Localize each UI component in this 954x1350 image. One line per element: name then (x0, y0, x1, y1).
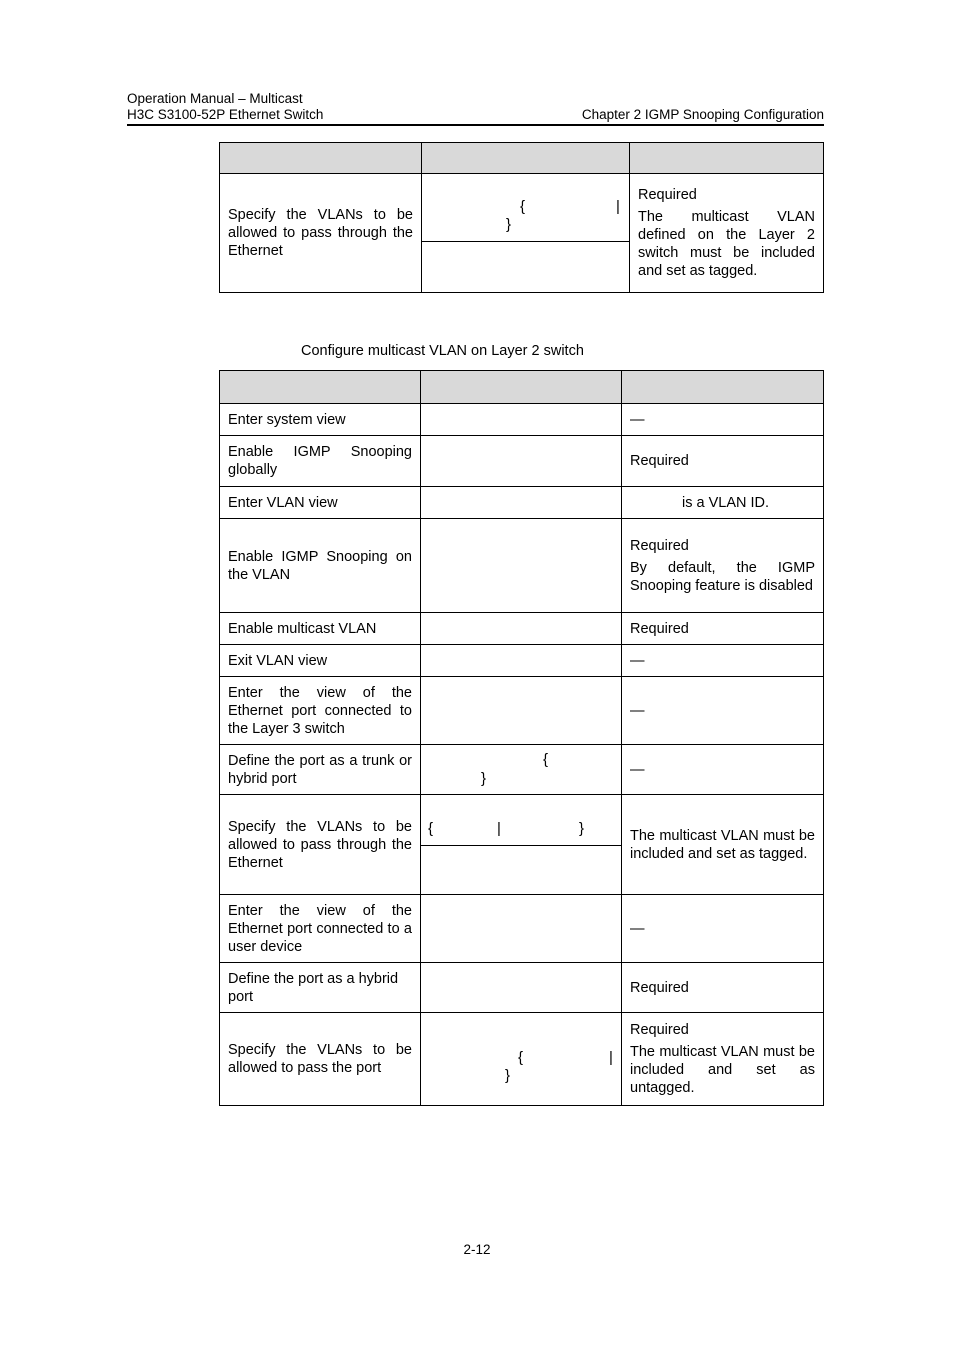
brace-open: { (543, 751, 549, 768)
command-cell (421, 436, 622, 487)
operation-cell: Define the port as a trunk or hybrid port (220, 745, 421, 795)
table-row (220, 795, 824, 846)
continued-table (219, 142, 824, 293)
remarks-cell: — (622, 404, 824, 436)
brace-open: { (520, 198, 526, 215)
table-row (220, 895, 824, 963)
remarks-cell: Required (622, 963, 824, 1013)
operation-cell: Enter system view (220, 404, 421, 436)
operation-cell: Define the port as a hybrid port (220, 963, 421, 1013)
table-row (220, 645, 824, 677)
command-cell (421, 487, 622, 519)
table-header-row (220, 143, 824, 174)
operation-cell: Specify the VLANs to be allowed to pass the port (220, 1013, 421, 1106)
brace-close: } (579, 820, 585, 837)
table-caption: Configure multicast VLAN on Layer 2 switch (301, 343, 584, 359)
remarks-cell: Required The multicast VLAN defined on the Layer 2 switch must be included and set as tagged. (630, 174, 824, 293)
table-row (220, 519, 824, 613)
brace-close: } (505, 1067, 511, 1084)
command-cell (421, 845, 622, 895)
table-row (220, 1013, 824, 1106)
remarks-cell: — (622, 745, 824, 795)
command-cell (422, 241, 630, 292)
page-number: 2-12 (463, 1242, 491, 1257)
remarks-cell: Required (622, 436, 824, 487)
product-name: H3C S3100-52P Ethernet Switch (127, 107, 324, 122)
operation-cell: Enter the view of the Ethernet port connected to a user device (220, 895, 421, 963)
remarks-cell: Required (622, 613, 824, 645)
table-row (220, 745, 824, 795)
brace-close: } (506, 216, 512, 233)
operation-cell: Enable multicast VLAN (220, 613, 421, 645)
operation-cell: Enable IGMP Snooping globally (220, 436, 421, 487)
operation-cell: Enter VLAN view (220, 487, 421, 519)
operation-cell: Specify the VLANs to be allowed to pass through the Ethernet (220, 795, 421, 895)
table-row (220, 963, 824, 1013)
command-cell (422, 174, 630, 242)
brace-open: { (518, 1049, 524, 1066)
remarks-cell: — (622, 677, 824, 745)
manual-title: Operation Manual – Multicast (127, 91, 303, 106)
brace-open: { (428, 820, 434, 837)
pipe: | (497, 820, 501, 837)
brace-close: } (481, 770, 487, 787)
page-header-left (127, 91, 323, 123)
pipe: | (609, 1049, 613, 1066)
multicast-vlan-table (219, 370, 824, 1106)
command-cell (421, 613, 622, 645)
table-row (220, 436, 824, 487)
operation-cell: Specify the VLANs to be allowed to pass through the Ethernet (220, 174, 422, 293)
table-row (220, 404, 824, 436)
operation-cell: Enter the view of the Ethernet port connected to the Layer 3 switch (220, 677, 421, 745)
command-cell (421, 1013, 622, 1106)
remarks-cell: — (622, 645, 824, 677)
remarks-cell: — (622, 895, 824, 963)
operation-cell: Enable IGMP Snooping on the VLAN (220, 519, 421, 613)
command-cell (421, 895, 622, 963)
remarks-cell: The multicast VLAN must be included and set as tagged. (622, 795, 824, 895)
command-cell (421, 404, 622, 436)
table-row (220, 487, 824, 519)
table-row (220, 174, 824, 242)
command-cell (421, 519, 622, 613)
remarks-cell: is a VLAN ID. (622, 487, 824, 519)
operation-cell: Exit VLAN view (220, 645, 421, 677)
remarks-cell: Required By default, the IGMP Snooping feature is disabled (622, 519, 824, 613)
command-cell (421, 745, 622, 795)
command-cell (421, 645, 622, 677)
remarks-cell: Required The multicast VLAN must be included and set as untagged. (622, 1013, 824, 1106)
table-row (220, 677, 824, 745)
chapter-title: Chapter 2 IGMP Snooping Configuration (581, 107, 824, 122)
header-rule (127, 124, 824, 126)
command-cell (421, 677, 622, 745)
table-header-row (220, 371, 824, 404)
pipe: | (616, 198, 620, 215)
table-row (220, 613, 824, 645)
command-cell (421, 963, 622, 1013)
command-cell (421, 795, 622, 846)
